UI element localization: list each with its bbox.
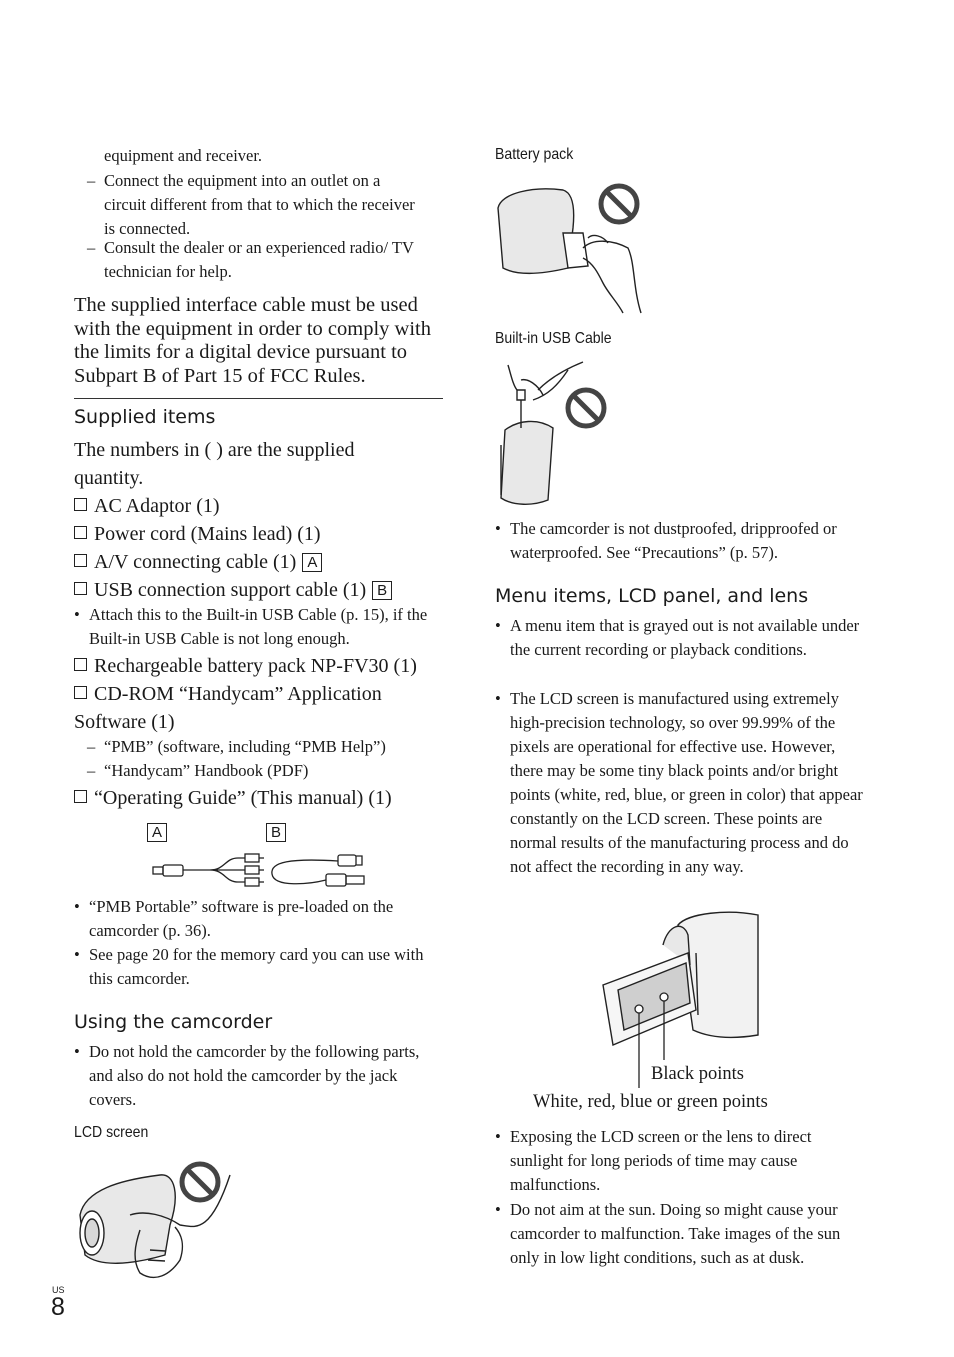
battery-pack-caption: Battery pack: [495, 146, 574, 163]
checkbox-icon: [74, 582, 87, 595]
usb-cable-illustration: [493, 360, 623, 510]
lcd-screen-caption: LCD screen: [74, 1124, 149, 1141]
aim-sun-note: • Do not aim at the sun. Doing so might cause your camcorder to malfunction. Take images of the sun only in low light conditions, such as at dusk.: [510, 1198, 860, 1270]
tag-b-icon: B: [372, 581, 392, 600]
figure-tag-a: A: [147, 823, 167, 842]
cdrom-sub-handbook: – “Handycam” Handbook (PDF): [104, 759, 434, 783]
prohibited-icon-lcd: [182, 1164, 218, 1200]
prohibited-icon-battery: [601, 186, 637, 222]
checkbox-icon: [74, 526, 87, 539]
item-usb-support: USB connection support cable (1) B: [74, 576, 392, 604]
item-av-cable: A/V connecting cable (1) A: [74, 548, 322, 576]
sunlight-note: • Exposing the LCD screen or the lens to direct sunlight for long periods of time may cause malfunctions.: [510, 1125, 860, 1197]
dash-item-outlet: – Connect the equipment into an outlet on a circuit different from that to which the receiver is connected.: [104, 169, 424, 241]
lcd-screen-illustration: [70, 1155, 240, 1290]
black-points-label: Black points: [651, 1064, 745, 1084]
checkbox-icon: [74, 790, 87, 803]
fcc-paragraph: The supplied interface cable must be used with the equipment in order to comply with the limits for a digital device pursuant to Subpart B of Part 15 of FCC Rules.: [74, 294, 431, 387]
cdrom-sub-pmb: – “PMB” (software, including “PMB Help”): [104, 735, 434, 759]
tag-a-icon: A: [302, 553, 322, 572]
built-in-usb-caption: Built-in USB Cable: [495, 330, 612, 347]
prohibited-icon-usb: [568, 390, 604, 426]
item-ac-adaptor: AC Adaptor (1): [74, 492, 220, 520]
lcd-pixels-note: • The LCD screen is manufactured using extremely high-precision technology, so over 99.99% of the pixels are operational for effective use. However, there may be some tiny black points and/or bright points (white, red, blue, or green in color) that appear constantly on the LCD screen. These points are normal results of the manufacturing process and do not affect the recording in any way.: [510, 687, 866, 879]
checkbox-icon: [74, 686, 87, 699]
cables-illustration: [150, 848, 380, 893]
usb-note: • Attach this to the Built-in USB Cable (p. 15), if the Built-in USB Cable is not long enough.: [89, 603, 439, 651]
white-points-label: White, red, blue or green points: [533, 1092, 768, 1112]
item-battery: Rechargeable battery pack NP-FV30 (1): [74, 652, 417, 680]
item-operating-guide: “Operating Guide” (This manual) (1): [74, 784, 392, 812]
locale-label: US: [52, 1285, 65, 1295]
using-camcorder-heading: Using the camcorder: [74, 1011, 273, 1033]
divider: [74, 398, 443, 399]
grayed-menu-note: • A menu item that is grayed out is not available under the current recording or playback conditions.: [510, 614, 860, 662]
checkbox-icon: [74, 554, 87, 567]
figure-tag-b: B: [266, 823, 286, 842]
page-number: 8: [51, 1293, 65, 1321]
pmb-portable-note: • “PMB Portable” software is pre-loaded on the camcorder (p. 36).: [89, 895, 439, 943]
checkbox-icon: [74, 658, 87, 671]
item-power-cord: Power cord (Mains lead) (1): [74, 520, 321, 548]
checkbox-icon: [74, 498, 87, 511]
battery-pack-illustration: [493, 178, 653, 318]
dash-item-consult: – Consult the dealer or an experienced radio/ TV technician for help.: [104, 236, 434, 284]
continued-text: equipment and receiver.: [104, 146, 263, 165]
menu-items-heading: Menu items, LCD panel, and lens: [495, 585, 809, 607]
supplied-intro: The numbers in ( ) are the supplied quantity.: [74, 439, 355, 489]
item-cdrom: CD-ROM “Handycam” Application Software (1): [74, 683, 382, 733]
black-point-marker: [660, 993, 668, 1001]
dustproof-note: • The camcorder is not dustproofed, dripproofed or waterproofed. See “Precautions” (p. 57).: [510, 517, 870, 565]
supplied-items-heading: Supplied items: [74, 406, 216, 428]
white-point-marker: [635, 1005, 643, 1013]
do-not-hold-note: • Do not hold the camcorder by the following parts, and also do not hold the camcorder by the jack covers.: [89, 1040, 434, 1112]
memory-card-note: • See page 20 for the memory card you can use with this camcorder.: [89, 943, 439, 991]
